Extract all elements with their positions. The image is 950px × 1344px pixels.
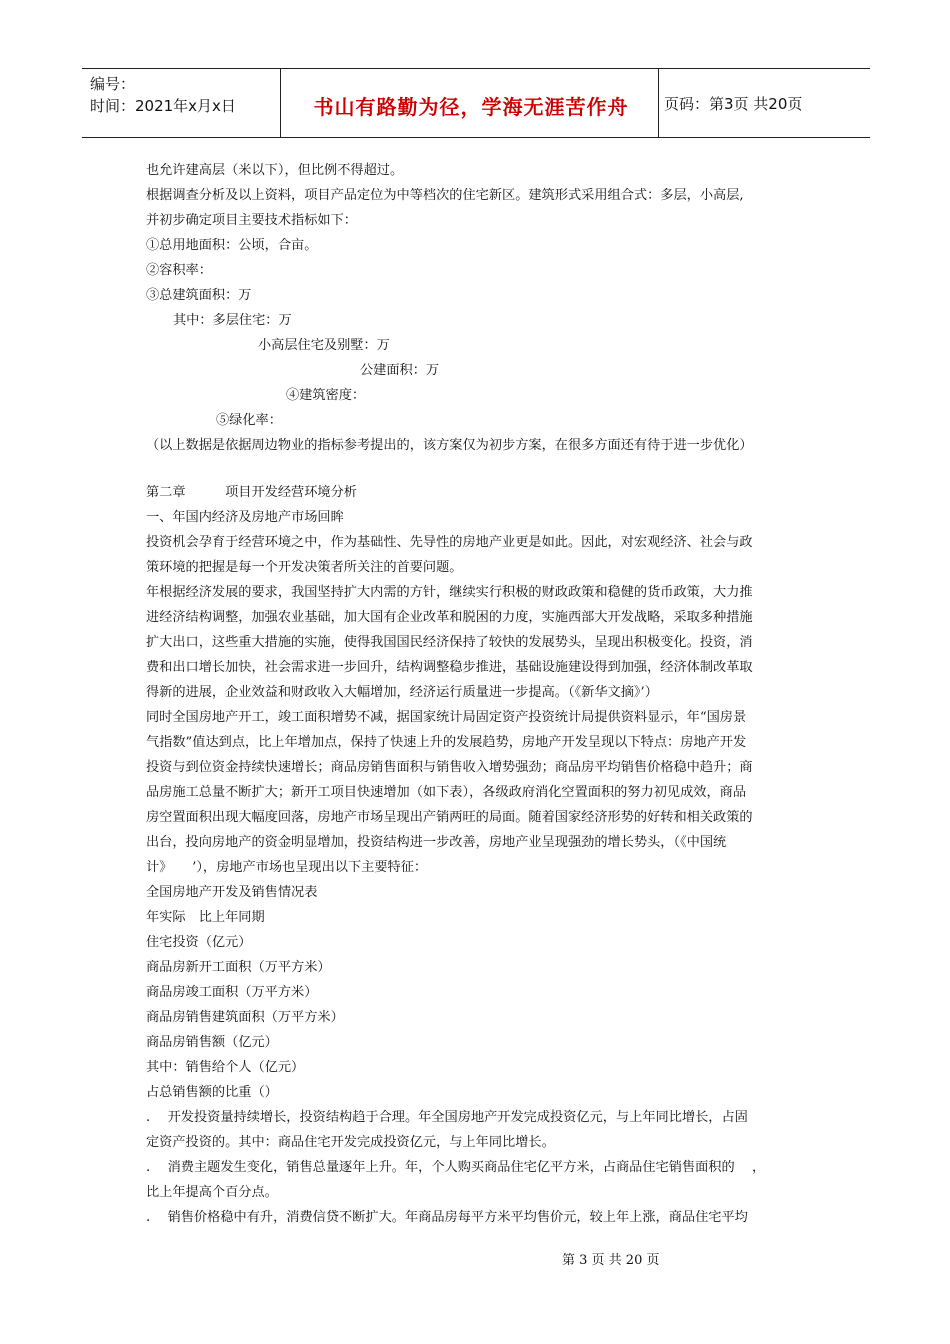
body-line: 品房施工总量不断扩大；新开工项目快速增加（如下表），各级政府消化空置面积的努力初见成效，商品: [146, 785, 747, 800]
body-line: 投资机会孕育于经营环境之中，作为基础性、先导性的房地产业更是如此。因此，对宏观经济、社会与政: [146, 535, 753, 550]
section-title: 一、年国内经济及房地产市场回眸: [146, 510, 344, 525]
body-line: 也允许建高层（米以下），但比例不得超过。: [146, 163, 404, 178]
table-row: 商品房竣工面积（万平方米）: [146, 985, 318, 1000]
body-line: 进经济结构调整，加强农业基础，加大国有企业改革和脱困的力度，实施西部大开发战略，采取多种措施: [146, 610, 753, 625]
body-line: 投资与到位资金持续快速增长；商品房销售面积与销售收入增势强劲；商品房平均销售价格稳中趋升；商: [146, 760, 753, 775]
body-line: ②容积率：: [146, 263, 212, 278]
page-header: [82, 68, 870, 138]
table-header: 年实际 比上年同期: [146, 910, 265, 925]
table-caption: 全国房地产开发及销售情况表: [146, 885, 318, 900]
document-number: 编号：: [90, 75, 136, 93]
body-line: ⑤绿化率：: [216, 413, 282, 428]
body-line: 计》 ’），房地产市场也呈现出以下主要特征：: [146, 860, 428, 875]
body-line: 费和出口增长加快，社会需求进一步回升，结构调整稳步推进，基础设施建设得到加强，经济体制改革取: [146, 660, 753, 675]
page-footer: 第 3 页 共 20 页: [562, 1253, 660, 1268]
table-row: 商品房销售建筑面积（万平方米）: [146, 1010, 344, 1025]
body-line: 并初步确定项目主要技术指标如下：: [146, 213, 357, 228]
body-line: ④建筑密度：: [286, 388, 366, 403]
chapter-title: 第二章 项目开发经营环境分析: [146, 485, 357, 500]
table-row: 住宅投资（亿元）: [146, 935, 252, 950]
body-line: . 消费主题发生变化，销售总量逐年上升。年，个人购买商品住宅亿平方米，占商品住宅销售面积的 ，: [146, 1160, 766, 1175]
header-page-number: 页码：第3页 共20页: [664, 95, 803, 113]
table-row: 其中：销售给个人（亿元）: [146, 1060, 305, 1075]
body-line: 扩大出口，这些重大措施的实施，使得我国国民经济保持了较快的发展势头，呈现出积极变化。投资，消: [146, 635, 753, 650]
body-line: ③总建筑面积：万: [146, 288, 252, 303]
body-line: 策环境的把握是每一个开发决策者所关注的首要问题。: [146, 560, 463, 575]
body-line: 小高层住宅及别墅：万: [258, 338, 390, 353]
table-row: 商品房新开工面积（万平方米）: [146, 960, 331, 975]
header-motto: 书山有路勤为径，学海无涯苦作舟: [313, 95, 629, 119]
body-line: ①总用地面积：公顷，合亩。: [146, 238, 318, 253]
header-divider: [658, 69, 659, 137]
table-row: 占总销售额的比重（）: [146, 1085, 278, 1100]
body-line: . 销售价格稳中有升，消费信贷不断扩大。年商品房每平方米平均售价元，较上年上涨，商品住宅平均: [146, 1210, 748, 1225]
body-line: . 开发投资量持续增长，投资结构趋于合理。年全国房地产开发完成投资亿元，与上年同比增长，占固: [146, 1110, 748, 1125]
body-line: 根据调查分析及以上资料，项目产品定位为中等档次的住宅新区。建筑形式采用组合式：多层，小高层,: [146, 188, 744, 203]
body-line: 气指数”值达到点，比上年增加点，保持了快速上升的发展趋势，房地产开发呈现以下特点：房地产开发: [146, 735, 747, 750]
header-divider: [280, 69, 281, 137]
body-line: 比上年提高个百分点。: [146, 1185, 278, 1200]
header-meta: [90, 73, 236, 117]
document-date: 时间：2021年x月x日: [90, 97, 236, 115]
body-line: 年根据经济发展的要求，我国坚持扩大内需的方针，继续实行积极的财政政策和稳健的货币政策，大力推: [146, 585, 753, 600]
body-line: 定资产投资的。其中：商品住宅开发完成投资亿元，与上年同比增长。: [146, 1135, 555, 1150]
body-line: 公建面积：万: [360, 363, 440, 378]
body-line: 出台，投向房地产的资金明显增加，投资结构进一步改善，房地产业呈现强劲的增长势头，（《中国统: [146, 835, 727, 850]
table-row: 商品房销售额（亿元）: [146, 1035, 278, 1050]
body-line: 同时全国房地产开工，竣工面积增势不减，据国家统计局固定资产投资统计局提供资料显示，年“国房景: [146, 710, 747, 725]
body-line: （以上数据是依据周边物业的指标参考提出的，该方案仅为初步方案，在很多方面还有待于进一步优化）: [146, 438, 753, 453]
body-line: 得新的进展，企业效益和财政收入大幅增加，经济运行质量进一步提高。（《新华文摘》’）: [146, 685, 658, 700]
body-line: 房空置面积出现大幅度回落，房地产市场呈现出产销两旺的局面。随着国家经济形势的好转和相关政策的: [146, 810, 753, 825]
body-line: 其中：多层住宅：万: [173, 313, 292, 328]
